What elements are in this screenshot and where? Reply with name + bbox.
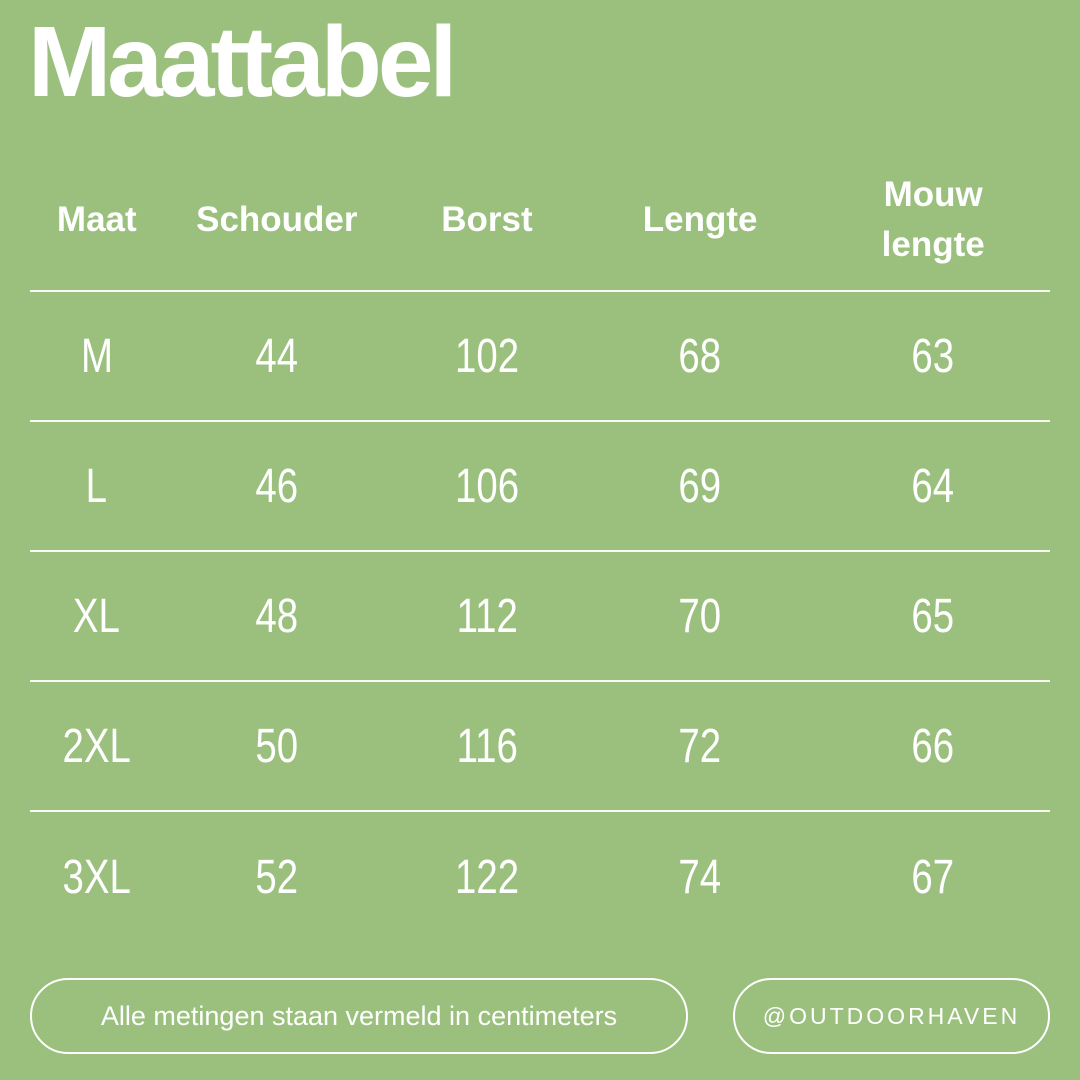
table-header-row (30, 150, 1050, 292)
mouw-lengte-cell: 66 (911, 719, 955, 773)
footer (30, 978, 1050, 1054)
table-row-xl (30, 552, 1050, 682)
borst-cell: 102 (454, 329, 519, 383)
mouw-lengte-cell: 64 (911, 459, 955, 513)
schouder-cell: 52 (255, 850, 299, 904)
mouw-lengte-cell: 65 (911, 589, 955, 643)
measurement-note-text: Alle metingen staan vermeld in centimeters (100, 1000, 618, 1031)
schouder-cell: 44 (255, 329, 299, 383)
column-header-schouder: Schouder (196, 200, 358, 240)
size-cell: XL (73, 589, 121, 643)
measurement-note-pill (30, 978, 688, 1054)
table-row-m (30, 292, 1050, 422)
lengte-cell: 74 (678, 850, 722, 904)
brand-handle-text: @OUTDOORHAVEN (762, 1002, 1021, 1029)
size-cell: 3XL (62, 850, 131, 904)
schouder-cell: 48 (255, 589, 299, 643)
schouder-cell: 50 (255, 719, 299, 773)
borst-cell: 106 (454, 459, 519, 513)
mouw-lengte-cell: 63 (911, 329, 955, 383)
lengte-cell: 69 (678, 459, 722, 513)
borst-cell: 112 (456, 589, 518, 643)
schouder-cell: 46 (255, 459, 299, 513)
table-row-3xl (30, 812, 1050, 942)
size-cell: L (86, 459, 108, 513)
column-header-borst: Borst (441, 200, 533, 240)
column-header-lengte: Lengte (642, 200, 758, 240)
lengte-cell: 70 (678, 589, 722, 643)
page-title: Maattabel (28, 6, 454, 118)
size-cell: M (80, 329, 113, 383)
brand-handle-pill (733, 978, 1050, 1054)
mouw-lengte-cell: 67 (911, 850, 955, 904)
borst-cell: 122 (454, 850, 519, 904)
size-table (30, 150, 1050, 942)
column-header-maat: Maat (56, 200, 137, 240)
table-row-2xl (30, 682, 1050, 812)
lengte-cell: 72 (678, 719, 722, 773)
borst-cell: 116 (456, 719, 518, 773)
table-row-l (30, 422, 1050, 552)
column-header-mouw-lengte: Mouw lengte (881, 175, 985, 264)
lengte-cell: 68 (678, 329, 722, 383)
size-cell: 2XL (62, 719, 131, 773)
